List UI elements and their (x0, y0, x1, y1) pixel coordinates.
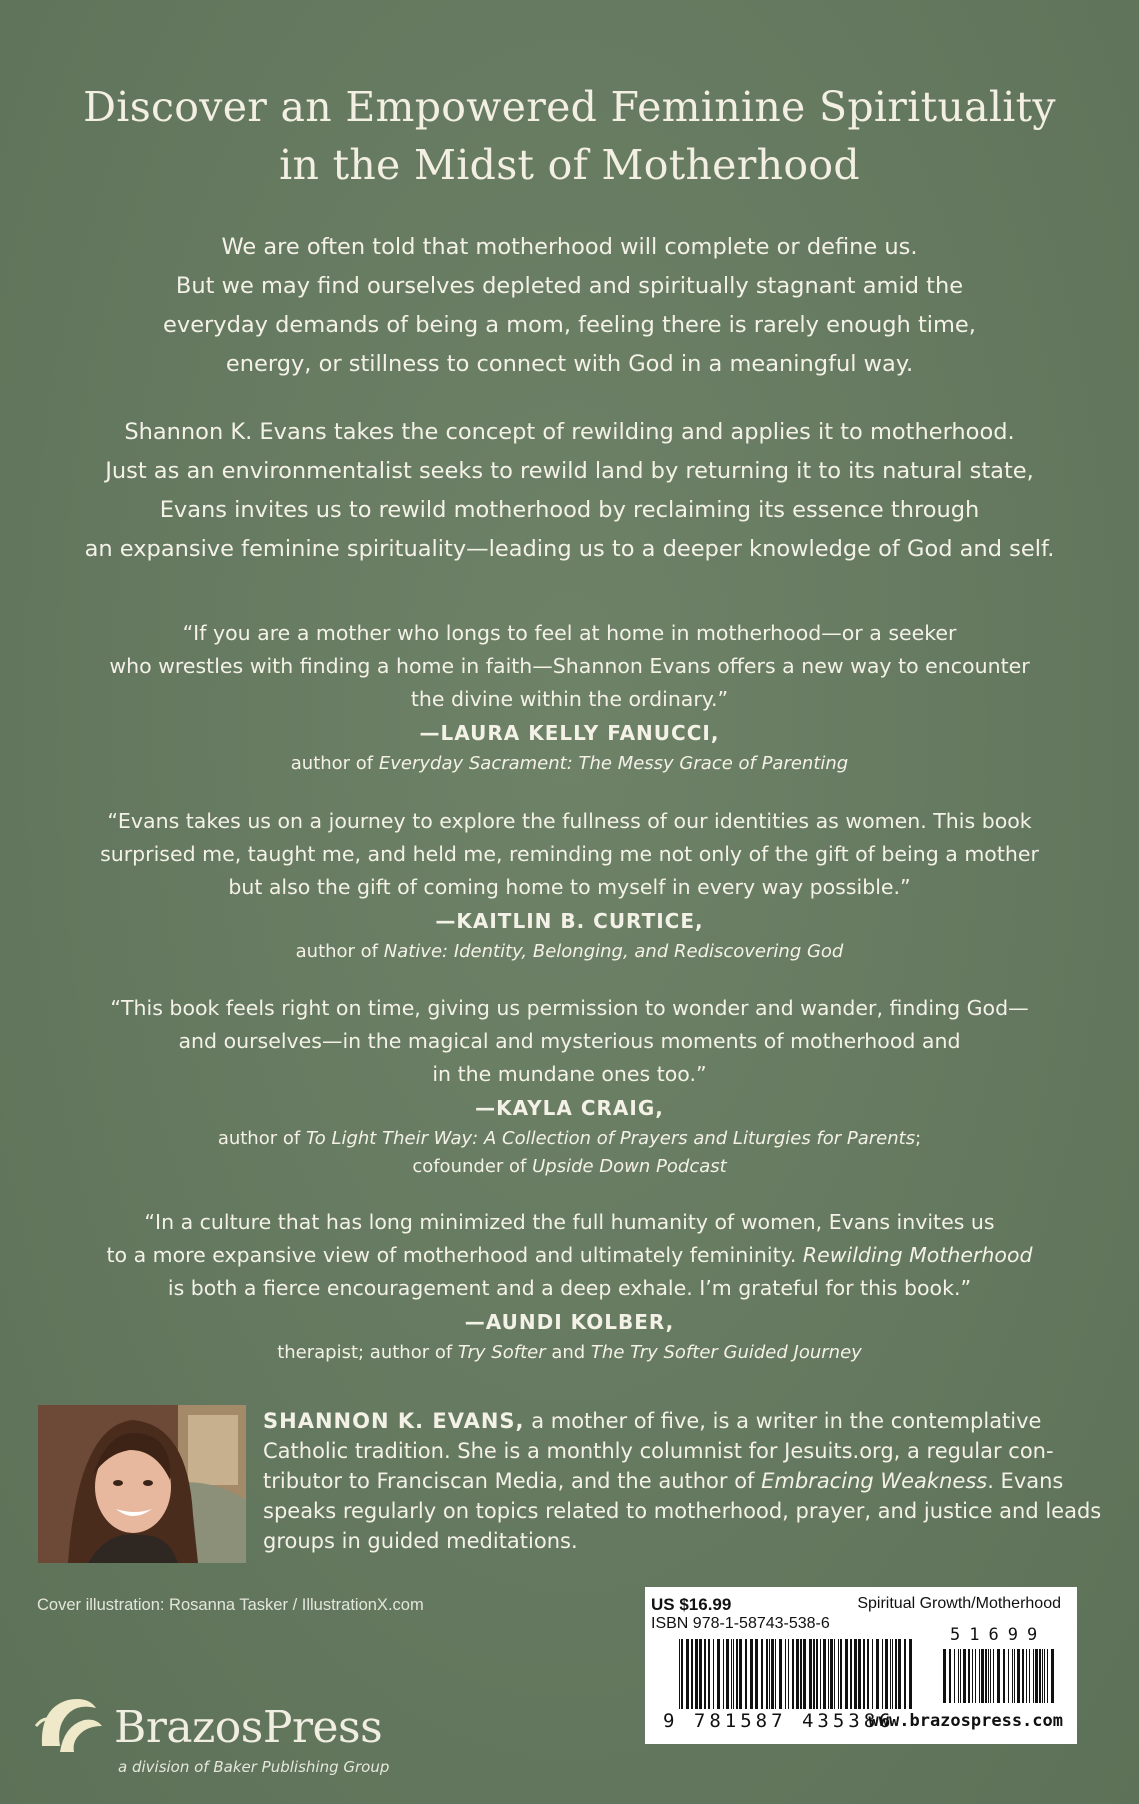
barcode-bar (745, 1639, 747, 1709)
quote-line: is both a fierce encouragement and a deep exhale. I’m grateful for this book.” (167, 1276, 972, 1300)
barcode-bar (850, 1639, 852, 1709)
barcode-bar (771, 1639, 774, 1709)
publisher-subtitle: a division of Baker Publishing Group (118, 1758, 390, 1776)
barcode-bar (979, 1649, 980, 1703)
barcode-bar (993, 1649, 994, 1703)
barcode-bar (997, 1649, 1000, 1703)
book-title: Try Softer (457, 1342, 546, 1363)
barcode-bar (733, 1639, 734, 1709)
barcode-bar (699, 1639, 702, 1709)
book-title: Native: Identity, Belonging, and Rediscovering God (383, 941, 844, 962)
author-photo (38, 1405, 246, 1563)
publisher-logo (30, 1682, 410, 1782)
barcode-bar (1029, 1649, 1030, 1703)
barcode-bar (726, 1639, 729, 1709)
bio-line: Catholic tradition. She is a monthly columnist for Jesuits.org, a regular con- (263, 1439, 1054, 1463)
intro-line: But we may find ourselves depleted and spiritually stagnant amid the (175, 273, 964, 299)
endorsement-curtice (40, 805, 1099, 966)
summary-line: Evans invites us to rewild motherhood by reclaiming its essence through (159, 497, 980, 523)
summary-line: Shannon K. Evans takes the concept of rewilding and applies it to motherhood. (124, 419, 1015, 445)
quote-line: “This book feels right on time, giving us permission to wonder and wander, finding God— (110, 996, 1029, 1020)
book-title: Embracing Weakness (761, 1469, 988, 1493)
credential-text: author of (290, 753, 379, 774)
barcode-bar (963, 1649, 966, 1703)
barcode-bar (1003, 1649, 1005, 1703)
price-addon-barcode (941, 1649, 1061, 1703)
barcode-bar (958, 1649, 959, 1703)
barcode-bar (909, 1639, 912, 1709)
endorsement-fanucci (40, 617, 1099, 778)
category: Spiritual Growth/Motherhood (857, 1595, 1061, 1612)
author-photo-illustration (38, 1405, 246, 1563)
quote-line: and ourselves—in the magical and mysterious moments of motherhood and (178, 1029, 961, 1053)
barcode-bar (1026, 1649, 1027, 1703)
barcode-bar (840, 1639, 842, 1709)
endorser-credential (40, 938, 1099, 966)
barcode-bar (792, 1639, 794, 1709)
headline (60, 78, 1079, 194)
barcode-bar (813, 1639, 815, 1709)
barcode-bar (750, 1639, 753, 1709)
price: US $16.99 (651, 1595, 732, 1614)
barcode-bar (785, 1639, 786, 1709)
publisher-url: www.brazospress.com (868, 1711, 1063, 1731)
bio-author-name: SHANNON K. EVANS, (263, 1409, 525, 1433)
barcode-bar (695, 1639, 698, 1709)
endorsement-kolber (40, 1206, 1099, 1367)
barcode-bar (1012, 1649, 1013, 1703)
quote-line (40, 1239, 1099, 1272)
barcode-bar (686, 1639, 689, 1709)
barcode-bar (845, 1639, 848, 1709)
barcode-bar (1035, 1649, 1038, 1703)
intro-line: everyday demands of being a mom, feeling there is rarely enough time, (163, 312, 976, 338)
quote-line: the divine within the ordinary.” (410, 687, 729, 711)
barcode-bar (713, 1639, 714, 1709)
barcode-bar (788, 1639, 789, 1709)
barcode-bar (988, 1649, 989, 1703)
endorser-name: —AUNDI KOLBER, (464, 1310, 675, 1334)
addon-digits: 51699 (950, 1625, 1047, 1645)
barcode-bar (892, 1639, 893, 1709)
barcode-bar (723, 1639, 724, 1709)
book-title: Everyday Sacrament: The Messy Grace of Parenting (378, 753, 849, 774)
brazos-river-icon (30, 1686, 110, 1766)
endorser-name: —KAITLIN B. CURTICE, (435, 909, 704, 933)
barcode-bar (949, 1649, 951, 1703)
isbn-barcode (677, 1639, 917, 1709)
barcode-bar (823, 1639, 826, 1709)
headline-line-2: in the Midst of Motherhood (279, 141, 860, 189)
barcode-bar (796, 1639, 799, 1709)
quote-line: surprised me, taught me, and held me, reminding me not only of the gift of being a mother (100, 842, 1039, 866)
credential-text: author of (295, 941, 384, 962)
barcode-bar (838, 1639, 839, 1709)
bio-line (263, 1406, 1083, 1436)
barcode-bar (882, 1639, 883, 1709)
quote-text: to a more expansive view of motherhood and ultimately femininity. (106, 1243, 803, 1267)
barcode-bar (803, 1639, 806, 1709)
barcode-bar (739, 1639, 742, 1709)
bio-line: speaks regularly on topics related to motherhood, prayer, and justice and leads (263, 1499, 1102, 1523)
credential-text: therapist; author of (277, 1342, 458, 1363)
summary-paragraph (40, 413, 1099, 569)
quote-line: but also the gift of coming home to myself in every way possible.” (228, 875, 911, 899)
barcode-bar (890, 1639, 891, 1709)
barcode-bar (858, 1639, 861, 1709)
barcode-bar (981, 1649, 984, 1703)
barcode-bar (708, 1639, 710, 1709)
summary-line: an expansive feminine spirituality—leading us to a deeper knowledge of God and self. (84, 536, 1055, 562)
barcode-bar (769, 1639, 770, 1709)
podcast-title: Upside Down Podcast (532, 1156, 727, 1177)
credential-text: and (545, 1342, 591, 1363)
headline-line-1: Discover an Empowered Feminine Spirituality (83, 83, 1056, 131)
barcode-bar (904, 1639, 906, 1709)
barcode-bar (972, 1649, 973, 1703)
intro-line: energy, or stillness to connect with God in a meaningful way. (225, 351, 914, 377)
credential-text: cofounder of (412, 1156, 533, 1177)
barcode-bar (1008, 1649, 1009, 1703)
barcode-bar (834, 1639, 835, 1709)
bio-text: tributor to Franciscan Media, and the author of (263, 1469, 762, 1493)
barcode-bar (717, 1639, 720, 1709)
quote-line: who wrestles with finding a home in faith—Shannon Evans offers a new way to encounter (109, 654, 1030, 678)
quote-line: “If you are a mother who longs to feel at home in motherhood—or a seeker (182, 621, 957, 645)
barcode-bar (867, 1639, 869, 1709)
intro-paragraph (40, 228, 1099, 384)
barcode-bar (1022, 1649, 1024, 1703)
barcode-bar (943, 1649, 946, 1703)
barcode-bar (704, 1639, 706, 1709)
barcode-bar (681, 1639, 683, 1709)
barcode-bar (985, 1649, 987, 1703)
bio-text: a mother of five, is a writer in the contemplative (524, 1409, 1042, 1433)
barcode-bar (731, 1639, 732, 1709)
endorser-credential (40, 1125, 1099, 1153)
barcode-bar (863, 1639, 865, 1709)
bio-line (263, 1466, 1083, 1496)
barcode-bar (679, 1639, 680, 1709)
endorsement-craig (40, 992, 1099, 1181)
credential-text: ; (915, 1128, 922, 1149)
intro-line: We are often told that motherhood will complete or define us. (221, 234, 918, 260)
quote-line: in the mundane ones too.” (432, 1062, 707, 1086)
barcode-bar (990, 1649, 991, 1703)
barcode-bar (761, 1639, 763, 1709)
bio-text: . Evans (987, 1469, 1064, 1493)
barcode-bar (820, 1639, 821, 1709)
barcode-bar (960, 1649, 961, 1703)
barcode-bar (1051, 1649, 1054, 1703)
cover-credit: Cover illustration: Rosanna Tasker / IllustrationX.com (37, 1596, 424, 1614)
barcode-bar (828, 1639, 829, 1709)
barcode-bar (872, 1639, 873, 1709)
barcode-bar (1042, 1649, 1043, 1703)
barcode-bar (898, 1639, 901, 1709)
barcode-bar (968, 1649, 970, 1703)
barcode-bar (975, 1649, 976, 1703)
barcode-bar (1033, 1649, 1034, 1703)
endorser-name: —LAURA KELLY FANUCCI, (419, 721, 720, 745)
author-bio (263, 1406, 1102, 1556)
barcode-bar (779, 1639, 782, 1709)
endorser-credential (40, 750, 1099, 778)
isbn: ISBN 978-1-58743-538-6 (651, 1615, 830, 1632)
book-title: Rewilding Motherhood (802, 1243, 1033, 1267)
barcode-bar (1039, 1649, 1041, 1703)
barcode-digits: 9 781587 435386 (663, 1710, 895, 1732)
quote-line: “Evans takes us on a journey to explore the fullness of our identities as women. This book (107, 809, 1032, 833)
barcode-bar (766, 1639, 768, 1709)
barcode-bar (809, 1639, 812, 1709)
credential-text: author of (217, 1128, 306, 1149)
publisher-name: BrazosPress (114, 1702, 383, 1753)
barcode-bar (1014, 1649, 1015, 1703)
endorser-credential-2 (40, 1153, 1099, 1181)
barcode-bar (755, 1639, 758, 1709)
barcode-bar (1044, 1649, 1045, 1703)
barcode-bar (816, 1639, 818, 1709)
endorser-credential (40, 1339, 1099, 1367)
summary-line: Just as an environmentalist seeks to rewild land by returning it to its natural state, (105, 458, 1034, 484)
barcode-bar (854, 1639, 857, 1709)
barcode-bar (800, 1639, 802, 1709)
quote-line: “In a culture that has long minimized the full humanity of women, Evans invites us (144, 1210, 995, 1234)
barcode-bar (954, 1649, 955, 1703)
endorser-name: —KAYLA CRAIG, (475, 1096, 664, 1120)
barcode-bar (885, 1639, 888, 1709)
bio-line: groups in guided meditations. (263, 1529, 578, 1553)
book-title: The Try Softer Guided Journey (590, 1342, 862, 1363)
book-title: To Light Their Way: A Collection of Prayers and Liturgies for Parents (305, 1128, 916, 1149)
barcode-label (645, 1587, 1077, 1744)
barcode-bar (1047, 1649, 1048, 1703)
barcode-bar (736, 1639, 738, 1709)
barcode-bar (1017, 1649, 1020, 1703)
barcode-bar (775, 1639, 776, 1709)
barcode-bar (691, 1639, 693, 1709)
barcode-bar (876, 1639, 879, 1709)
barcode-bar (895, 1639, 897, 1709)
barcode-bar (830, 1639, 833, 1709)
